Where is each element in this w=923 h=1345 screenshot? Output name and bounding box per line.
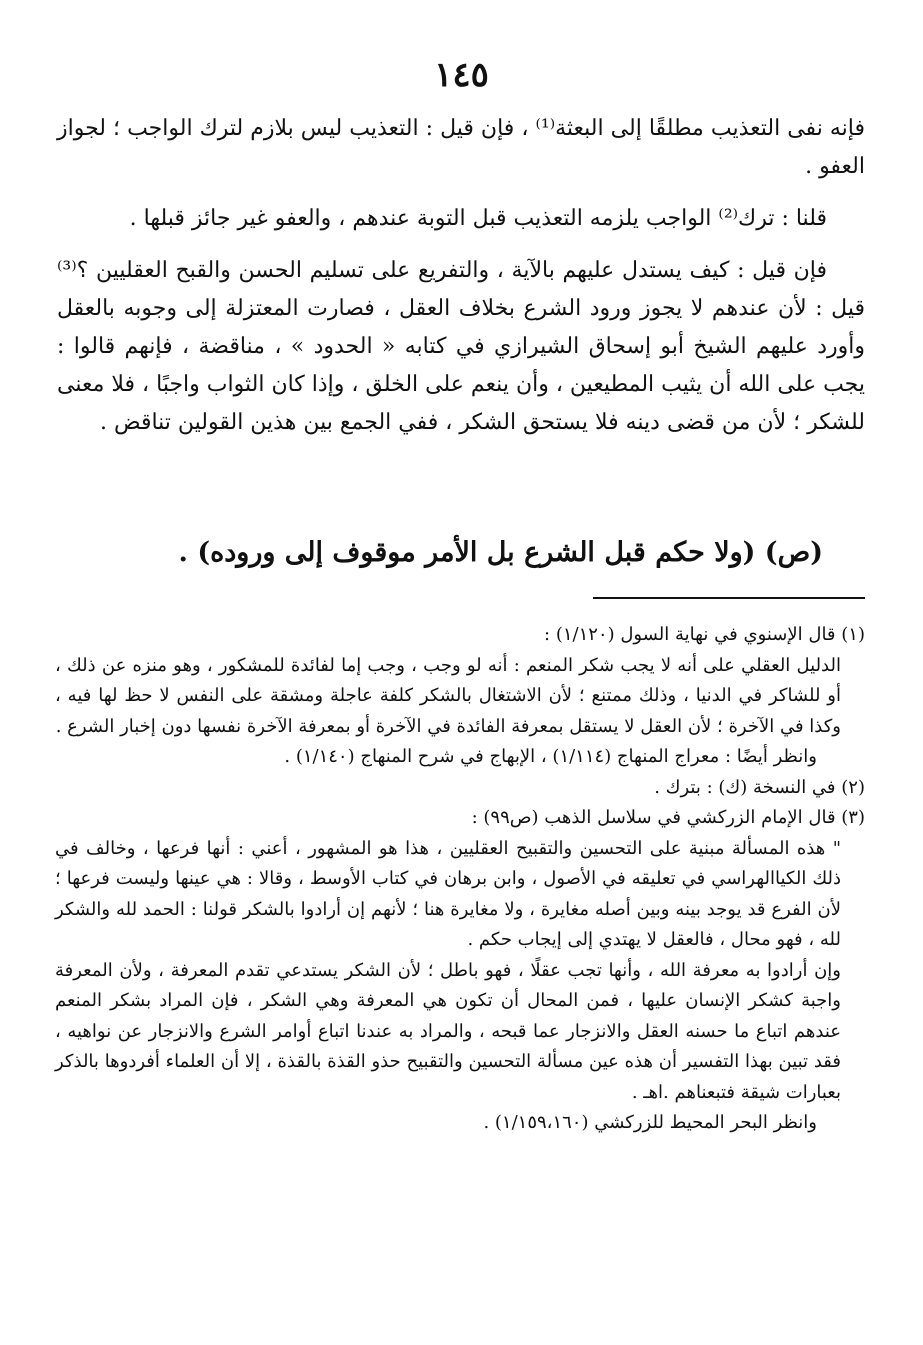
main-text: [57, 110, 865, 456]
footnote-1: [55, 620, 865, 773]
footnote-1-body: الدليل العقلي على أنه لا يجب شكر المنعم : أنه لو وجب ، وجب إما لفائدة للمشكور ، وهو منزه عن ذلك ، أو للشاكر في الدنيا ، وذلك ممتنع ؛ لأن الاشتغال بالشكر كلفة عاجلة ومشقة على النفس لا حظ لها فيه ، وكذا في الآخرة ؛ لأن العقل لا يستقل بمعرفة الفائدة في الآخرة أو بمعرفة الآخرة نفسها دون إخبار الشرع .: [55, 654, 841, 737]
footnote-3-quote-part-2: وإن أرادوا به معرفة الله ، وأنها تجب عقلًا ، فهو باطل ؛ لأن الشكر يستدعي تقدم المعرفة ، ولأن المعرفة واجبة كشكر الإنسان عليها ، فمن المحال أن تكون هي المعرفة وهي الشكر ، فإن المراد بشكر المنعم عندهم اتباع ما حسنه العقل والانزجار عما قبحه ، والمراد به عندنا اتباع أوامر الشرع والانزجار عن نواهيه ، فقد تبين بهذا التفسير أن هذه عين مسألة التحسين والتقبيح حذو القذة بالقذة ، إلا أن العلماء أفردوها بالذكر بعبارات شيقة فتبعناهم .اهـ .: [55, 959, 841, 1103]
footnote-1-heading: (١) قال الإسنوي في نهاية السول (١/١٢٠) :: [544, 624, 865, 645]
footnotes: [55, 620, 865, 1139]
footnote-3-quote-part-1: " هذه المسألة مبنية على التحسين والتقبيح العقليين ، هذا هو المشهور ، أعني : أنها فرعها ، وخالف في ذلك الكياالهراسي في تعليقه في الأصول ، وابن برهان في كتاب الأوسط ، وقالا : هي عينها وليست فرعها ؛ لأن الفرع قد يوجد بينه وبين أصله مغايرة ، ولا مغايرة هنا ؛ لأنهم إن أرادوا بالشكر قولنا : الحمد لله والشكر لله ، فهو محال ، فالعقل لا يهتدي إلى إيجاب حكم .: [55, 837, 841, 950]
footnote-2: [55, 773, 865, 804]
page-number: ١٤٥: [434, 55, 489, 95]
footnote-1-reference: وانظر أيضًا : معراج المنهاج (١/١١٤) ، الإبهاج في شرح المنهاج (١/١٤٠) .: [284, 746, 817, 767]
rule-statement: (ص) (ولا حكم قبل الشرع بل الأمر موقوف إلى وروده) .: [178, 537, 823, 568]
footnote-2-heading: (٢) في النسخة (ك) : بترك .: [654, 776, 865, 798]
paragraph-2: قلنا : ترك⁽²⁾ الواجب يلزمه التعذيب قبل التوبة عندهم ، والعفو غير جائز قبلها .: [129, 206, 827, 231]
footnote-3: [55, 803, 865, 1139]
paragraph-1: فإنه نفى التعذيب مطلقًا إلى البعثة⁽¹⁾ ، فإن قيل : التعذيب ليس بلازم لترك الواجب ؛ لجواز العفو .: [57, 116, 865, 179]
footnote-separator: [593, 597, 865, 599]
paragraph-3: فإن قيل : كيف يستدل عليهم بالآية ، والتفريع على تسليم الحسن والقبح العقليين ؟⁽³⁾ قيل : لأن عندهم لا يجوز ورود الشرع بخلاف العقل ، فصارت المعتزلة إلى وجوبه بالعقل وأورد عليهم الشيخ أبو إسحاق الشيرازي في كتابه « الحدود » ، مناقضة ، فإنهم قالوا : يجب على الله أن يثيب المطيعين ، وأن ينعم على الخلق ، وإذا كان الثواب واجبًا ، فلا معنى للشكر ؛ لأن من قضى دينه فلا يستحق الشكر ، ففي الجمع بين هذين القولين تناقض .: [57, 258, 865, 435]
footnote-3-heading: (٣) قال الإمام الزركشي في سلاسل الذهب (ص٩٩) :: [471, 807, 865, 828]
footnote-3-reference: وانظر البحر المحيط للزركشي (١/١٥٩،١٦٠) .: [483, 1112, 817, 1133]
